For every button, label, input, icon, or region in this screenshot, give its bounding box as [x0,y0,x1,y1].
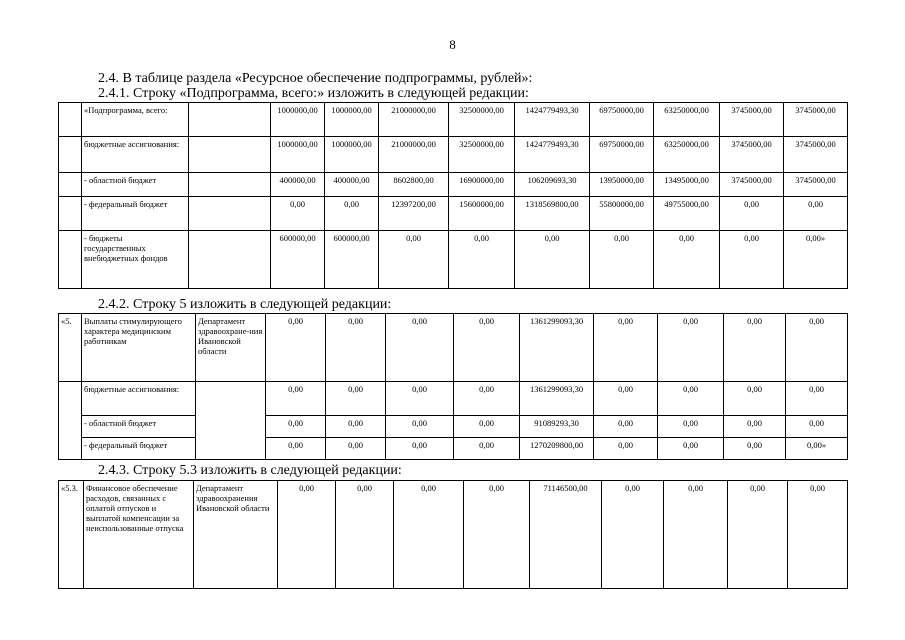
value-cell: 0,00 [654,231,720,289]
value-cell: 0,00 [464,481,530,589]
value-cell: 0,00 [266,438,326,460]
value-cell: 21000000,00 [379,137,449,173]
table-row [59,173,848,197]
value-cell: 55800000,00 [590,197,654,231]
value-cell: 0,00 [786,382,848,416]
table-row [59,314,848,382]
value-cell: 32500000,00 [449,137,515,173]
value-cell: 3745000,00 [784,173,848,197]
value-cell: 0,00 [454,438,520,460]
value-cell: 0,00 [724,416,786,438]
value-cell: 0,00 [449,231,515,289]
value-cell: 0,00 [454,416,520,438]
value-cell: 69750000,00 [590,137,654,173]
value-cell: 0,00 [379,231,449,289]
value-cell: 0,00 [278,481,336,589]
executor-cell [189,197,271,231]
value-cell: 0,00 [386,314,454,382]
value-cell: 0,00 [454,314,520,382]
value-cell: 0,00 [784,197,848,231]
section-heading: 2.4. В таблице раздела «Ресурсное обеспечение подпрограммы, рублей»: [98,71,533,86]
table-subprogram-total [58,102,848,289]
row-number: «5. [59,314,82,382]
value-cell: 0,00 [386,382,454,416]
value-cell: 0,00 [720,197,784,231]
value-cell: 71146500,00 [530,481,602,589]
value-cell: 8602800,00 [379,173,449,197]
value-cell: 0,00 [594,438,658,460]
table-row [59,231,848,289]
value-cell: 1000000,00 [325,137,379,173]
value-cell: 32500000,00 [449,103,515,137]
value-cell: 69750000,00 [590,103,654,137]
subsection-heading-2-4-2: 2.4.2. Строку 5 изложить в следующей редакции: [98,297,392,312]
table-row-5 [58,313,848,460]
row-label: - областной бюджет [82,416,196,438]
value-cell: 0,00 [658,382,724,416]
value-cell: 1424779493,30 [515,103,590,137]
value-cell: 13950000,00 [590,173,654,197]
value-cell: 91089293,30 [520,416,594,438]
executor-cell [196,382,266,460]
table-row [59,481,848,589]
value-cell: 0,00 [386,438,454,460]
row-label: - областной бюджет [82,173,189,197]
executor-cell [189,173,271,197]
num-cell [59,137,82,173]
value-cell: 16900000,00 [449,173,515,197]
value-cell: 0,00 [658,314,724,382]
subsection-heading-2-4-3: 2.4.3. Строку 5.3 изложить в следующей редакции: [98,463,402,478]
row-label: - бюджеты государственных внебюджетных фондов [82,231,189,289]
num-cell [59,173,82,197]
value-cell: 0,00 [325,197,379,231]
value-cell: 3745000,00 [784,137,848,173]
table-row [59,416,848,438]
value-cell: 0,00 [786,314,848,382]
subsection-heading-2-4-1: 2.4.1. Строку «Подпрограмма, всего:» изложить в следующей редакции: [98,86,529,101]
value-cell: 0,00 [728,481,788,589]
value-cell: 1000000,00 [271,137,325,173]
value-cell: 0,00 [590,231,654,289]
value-cell: 0,00 [515,231,590,289]
value-cell: 0,00 [786,416,848,438]
executor-cell [189,231,271,289]
value-cell: 0,00 [664,481,728,589]
value-cell: 1000000,00 [271,103,325,137]
value-cell: 400000,00 [325,173,379,197]
table-row [59,103,848,137]
row-label: Финансовое обеспечение расходов, связанных с оплатой отпусков и выплатой компенсации за неиспользованные отпуска [84,481,194,589]
value-cell: 3745000,00 [720,103,784,137]
num-cell [59,382,82,460]
value-cell: 3745000,00 [784,103,848,137]
executor-cell: Департамент здравоохранения Ивановской области [194,481,278,589]
value-cell: 0,00 [394,481,464,589]
row-label: бюджетные ассигнования: [82,382,196,416]
value-cell: 0,00 [454,382,520,416]
value-cell: 0,00 [336,481,394,589]
row-label: «Подпрограмма, всего: [82,103,189,137]
executor-cell [189,137,271,173]
value-cell: 0,00 [266,416,326,438]
value-cell: 1361299093,30 [520,314,594,382]
value-cell: 0,00 [326,416,386,438]
value-cell: 0,00 [266,314,326,382]
value-cell: 106209693,30 [515,173,590,197]
value-cell: 0,00» [784,231,848,289]
value-cell: 63250000,00 [654,103,720,137]
value-cell: 0,00 [386,416,454,438]
value-cell: 0,00 [266,382,326,416]
row-label: - федеральный бюджет [82,197,189,231]
value-cell: 0,00 [326,438,386,460]
row-label: - федеральный бюджет [82,438,196,460]
value-cell: 0,00 [658,438,724,460]
value-cell: 1361299093,30 [520,382,594,416]
value-cell: 0,00 [720,231,784,289]
value-cell: 0,00 [594,314,658,382]
value-cell: 0,00 [658,416,724,438]
value-cell: 600000,00 [325,231,379,289]
row-label: бюджетные ассигнования: [82,137,189,173]
value-cell: 0,00 [724,382,786,416]
value-cell: 0,00 [724,314,786,382]
row-number: «5.3. [59,481,84,589]
table-row-5-3 [58,480,848,589]
value-cell: 0,00 [724,438,786,460]
value-cell: 63250000,00 [654,137,720,173]
table-row [59,382,848,416]
value-cell: 49755000,00 [654,197,720,231]
value-cell: 0,00 [326,382,386,416]
value-cell: 13495000,00 [654,173,720,197]
value-cell: 21000000,00 [379,103,449,137]
num-cell [59,197,82,231]
value-cell: 0,00 [326,314,386,382]
value-cell: 12397200,00 [379,197,449,231]
value-cell: 3745000,00 [720,137,784,173]
executor-cell: Департамент здравоохране-ния Ивановской области [196,314,266,382]
value-cell: 1000000,00 [325,103,379,137]
value-cell: 0,00 [788,481,848,589]
table-row [59,438,848,460]
row-label: Выплаты стимулирующего характера медицинским работникам [82,314,196,382]
num-cell [59,103,82,137]
value-cell: 1318569800,00 [515,197,590,231]
value-cell: 0,00» [786,438,848,460]
value-cell: 0,00 [271,197,325,231]
value-cell: 3745000,00 [720,173,784,197]
value-cell: 15600000,00 [449,197,515,231]
page-number: 8 [449,37,456,52]
value-cell: 0,00 [594,382,658,416]
num-cell [59,231,82,289]
value-cell: 0,00 [594,416,658,438]
value-cell: 1424779493,30 [515,137,590,173]
value-cell: 1270209800,00 [520,438,594,460]
table-row [59,137,848,173]
table-row [59,197,848,231]
value-cell: 400000,00 [271,173,325,197]
value-cell: 0,00 [602,481,664,589]
executor-cell [189,103,271,137]
value-cell: 600000,00 [271,231,325,289]
